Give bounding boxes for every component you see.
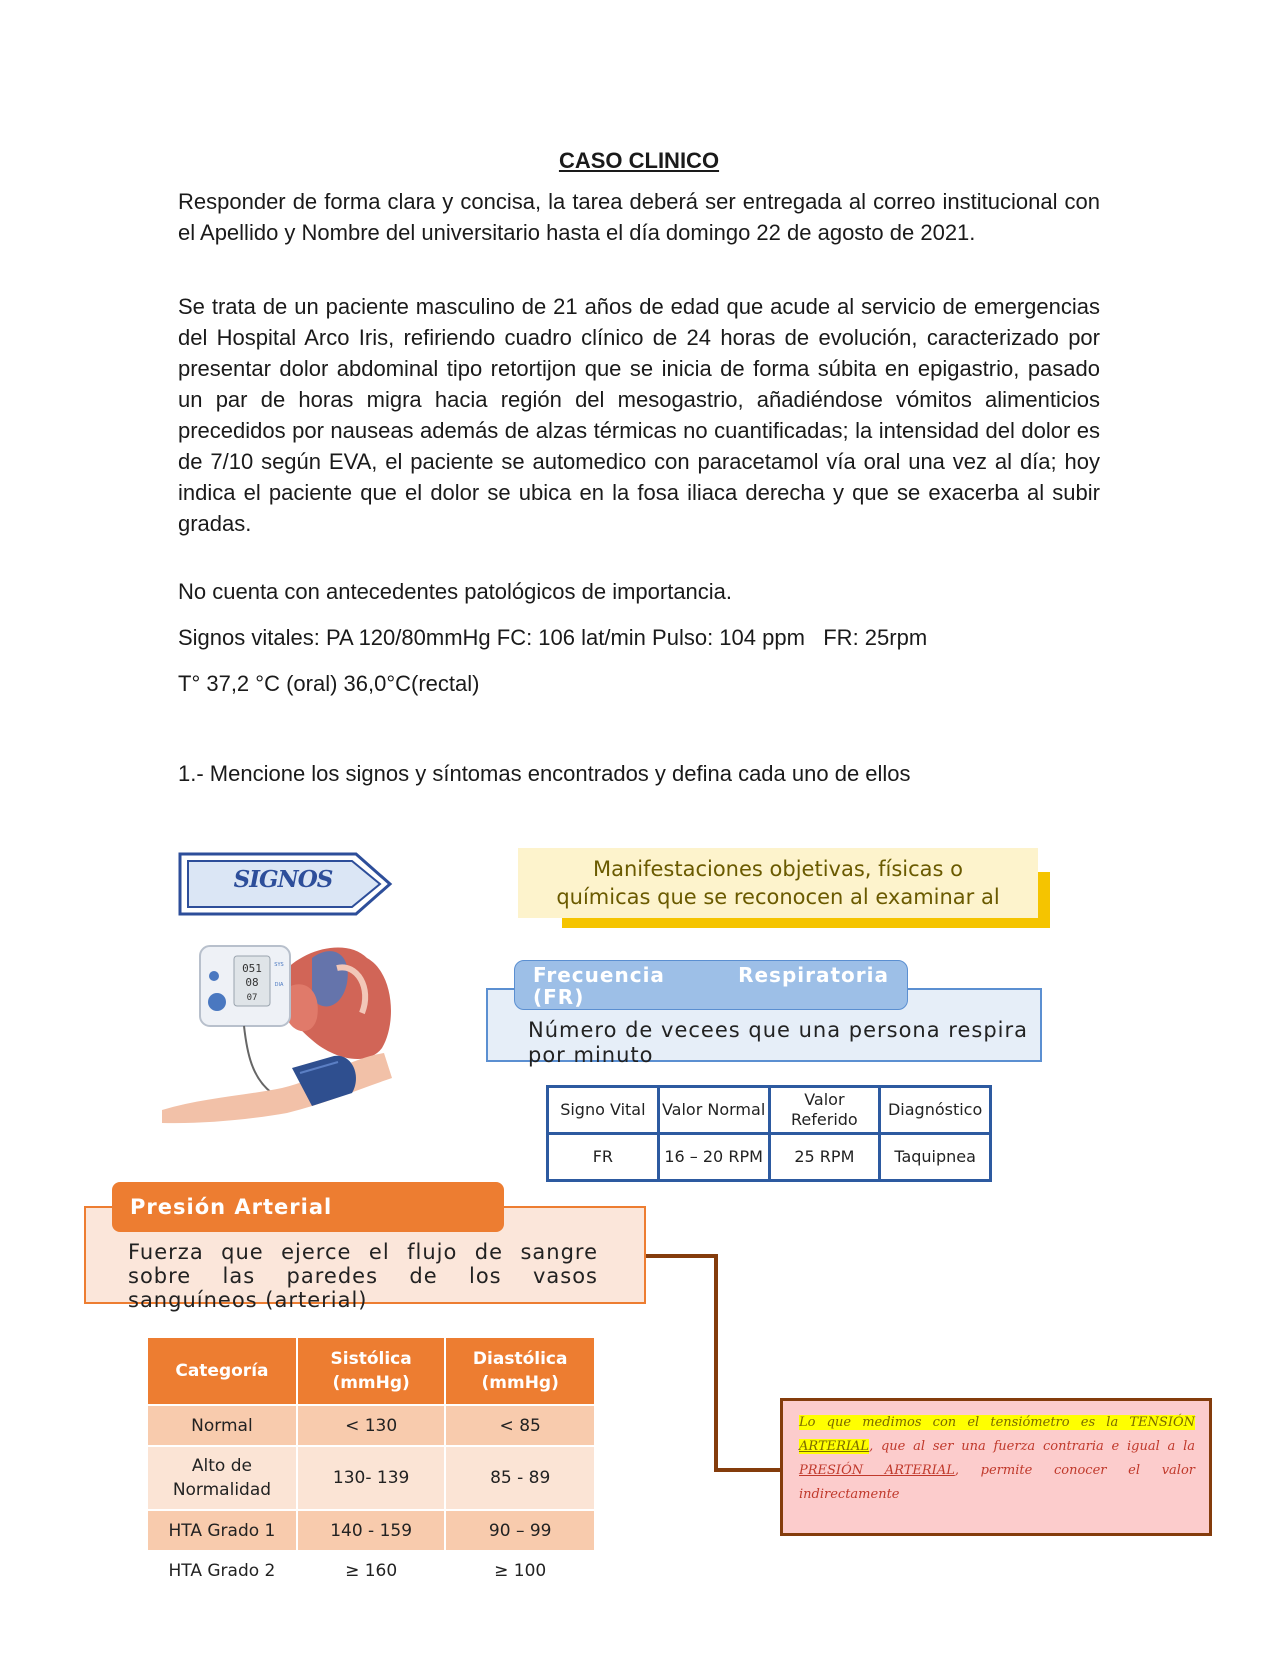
hta-table-cell: ≥ 100 <box>445 1551 595 1591</box>
signos-label: SIGNOS <box>233 866 333 893</box>
note-arterial: ARTERIAL <box>799 1439 870 1454</box>
fr-table-cell: 16 – 20 RPM <box>658 1134 769 1181</box>
hta-table-cell: 130- 139 <box>297 1446 446 1510</box>
signos-definition-box <box>518 848 1038 918</box>
tension-note-box <box>780 1398 1212 1536</box>
hta-table-cell: < 130 <box>297 1405 446 1446</box>
fr-table-cell: Taquipnea <box>880 1134 991 1181</box>
temperature-text: T° 37,2 °C (oral) 36,0°C(rectal) <box>178 671 480 696</box>
hta-table-cell: HTA Grado 2 <box>148 1551 297 1591</box>
antecedentes-text: No cuenta con antecedentes patológicos de importancia. <box>178 579 733 604</box>
fr-definition: Número de vecees que una persona respira por minuto <box>528 1018 1028 1067</box>
monitor-display-line1: 051 <box>242 962 262 975</box>
vital-signs-text: Signos vitales: PA 120/80mmHg FC: 106 lat/min Pulso: 104 ppm FR: 25rpm <box>178 625 928 650</box>
hta-table-cell: HTA Grado 1 <box>148 1510 297 1551</box>
hta-table-cell: 140 - 159 <box>297 1510 446 1551</box>
fr-table-header: Valor Referido <box>769 1087 880 1134</box>
connector-line <box>640 1252 790 1482</box>
case-paragraph: Se trata de un paciente masculino de 21 años de edad que acude al servicio de emergencias del Hospital Arco Iris, refiriendo cuadro clínico de 24 horas de evolución, caracterizado por presentar dolor abdominal tipo retortijon que se inicia de forma súbita en epigastrio, pasado un par de horas migra hacia región del mesogastrio, añadiéndose vómitos alimenticios precedidos por nauseas además de alzas térmicas no cuantificadas; la intensidad del dolor es de 7/10 según EVA, el paciente se automedico con paracetamol vía oral una vez al día; hoy indica el paciente que el dolor se ubica en la fosa iliaca derecha y que se exacerba al subir gradas. <box>178 294 1100 536</box>
monitor-display-line2: 08 <box>245 976 259 989</box>
note-highlight: Lo que medimos con el tensiómetro es la TENSIÓN <box>799 1415 1195 1430</box>
hta-table <box>148 1338 596 1592</box>
fr-table-header: Diagnóstico <box>880 1087 991 1134</box>
fr-title-word3: (FR) <box>533 985 585 1009</box>
intro-paragraph: Responder de forma clara y concisa, la tarea deberá ser entregada al correo institucional con el Apellido y Nombre del universitario hasta el día domingo 22 de agosto de 2021. <box>178 189 1100 245</box>
pa-title-tab: Presión Arterial <box>112 1182 504 1232</box>
hta-table-cell: 90 – 99 <box>445 1510 595 1551</box>
hta-table-header: Sistólica (mmHg) <box>297 1338 446 1405</box>
note-text-2: , permite conocer el valor indirectamente <box>799 1463 1195 1502</box>
fr-table <box>546 1085 992 1182</box>
hta-table-cell: 85 - 89 <box>445 1446 595 1510</box>
monitor-side-label1: SYS <box>274 962 284 968</box>
hta-table-cell: < 85 <box>445 1405 595 1446</box>
monitor-display-line3: 07 <box>246 993 258 1003</box>
note-presion: PRESIÓN ARTERIAL <box>799 1463 955 1478</box>
pa-definition: Fuerza que ejerce el flujo de sangre sobre las paredes de los vasos sanguíneos (arterial) <box>128 1240 598 1312</box>
fr-table-cell: FR <box>548 1134 659 1181</box>
hta-table-header: Categoría <box>148 1338 297 1405</box>
fr-title-word2: Respiratoria <box>738 963 889 987</box>
hta-table-cell: Normal <box>148 1405 297 1446</box>
fr-table-header: Signo Vital <box>548 1087 659 1134</box>
fr-table-cell: 25 RPM <box>769 1134 880 1181</box>
hta-table-cell: Alto de Normalidad <box>148 1446 297 1510</box>
hta-table-header: Diastólica (mmHg) <box>445 1338 595 1405</box>
question-text: 1.- Mencione los signos y síntomas encontrados y defina cada uno de ellos <box>178 761 911 786</box>
signos-definition-line1: Manifestaciones objetivas, físicas o <box>592 857 964 881</box>
page-title: CASO CLINICO <box>558 148 720 173</box>
signos-definition-line2: químicas que se reconocen al examinar al <box>556 885 1000 909</box>
fr-title-tab <box>514 960 908 1010</box>
hta-table-cell: ≥ 160 <box>297 1551 446 1591</box>
fr-table-header: Valor Normal <box>658 1087 769 1134</box>
blood-pressure-illustration <box>162 928 410 1128</box>
fr-title-word1: Frecuencia <box>533 963 665 987</box>
monitor-side-label2: DIA <box>274 982 284 988</box>
note-text-1: , que al ser una fuerza contraria e igual a la <box>869 1439 1195 1454</box>
